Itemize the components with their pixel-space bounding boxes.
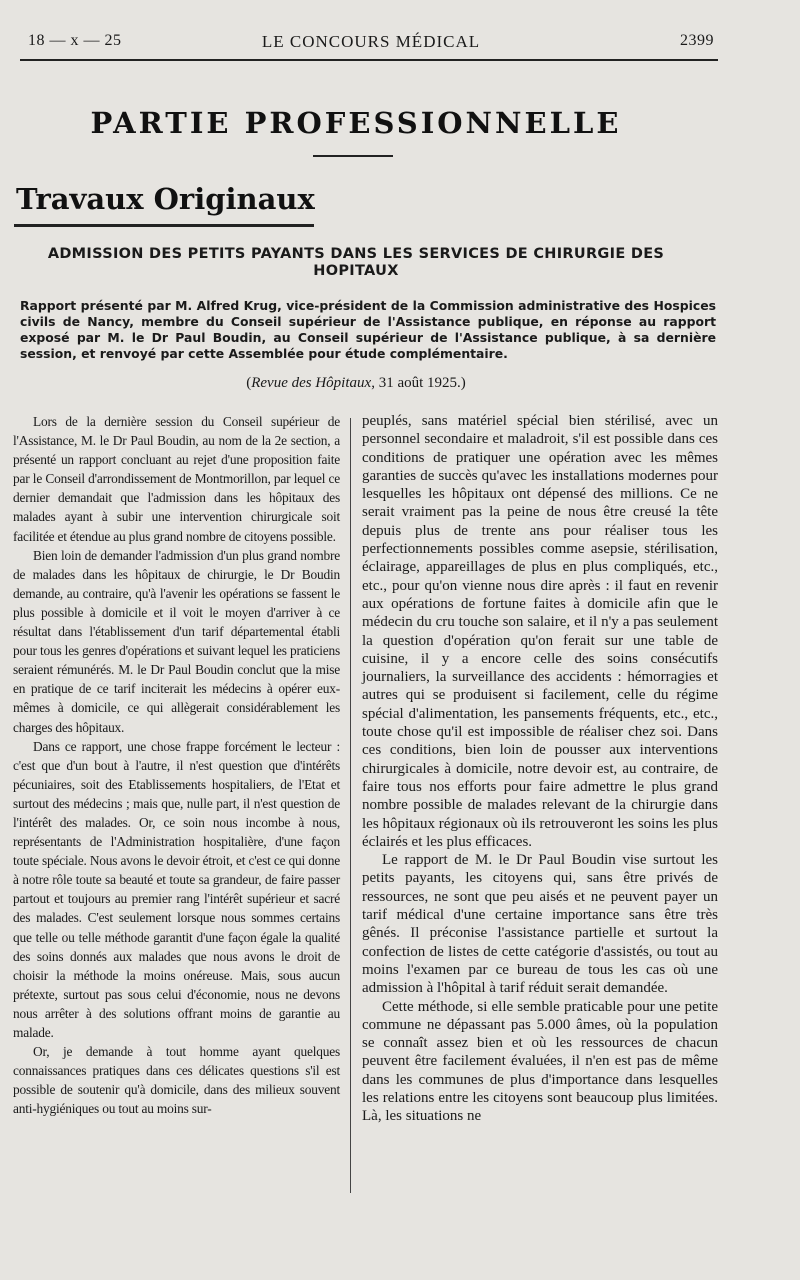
paragraph: Dans ce rapport, une chose frappe forcément le lecteur : c'est que d'un bout à l'autre, il n'est question que d'intérêts pécuniaires, soit des Etablissements hospitaliers, de l'Etat et surtout des médecins ; mais que, nulle part, il n'est question de l'intérêt des malades. Or, ce soin nous incombe à nous, représentants de l'Administration hospitalière, d'une façon toute spéciale. Nous avons le devoir étroit, et c'est ce qui donne à notre rôle toute sa beauté et toute sa grandeur, de faire passer partout et toujours au premier rang l'intérêt supérieur et sacré des malades. C'est seulement lorsque nous sommes certains que telle ou telle méthode garantit d'une façon égale la qualité des soins donnés aux malades que nous avons le droit de choisir la méthode la moins onéreuse. Mais, sous aucun prétexte, surtout pas sous celui d'économie, nous ne devons nous arrêter à des solutions offrant moins de garantie au malade. [13,738,340,1040]
source-open: ( [246,375,252,391]
rubric-rule [14,224,314,227]
page-number: 2399 [680,32,714,49]
issue-date: 18 — x — 25 [28,32,122,49]
section-title: PARTIE PROFESSIONNELLE [90,106,622,140]
paragraph: peuplés, sans matériel spécial bien stérilisé, avec un personnel secondaire et maladroit, s'il est possible dans ces conditions de pratiquer une opération avec les mêmes garanties de succès qu'avec les installations modernes pour lesquelles les hôpitaux ont dépensé des millions. Ce ne serait vraiment pas la peine de nous être creusé la tête depuis plus de trente ans pour réaliser tous les perfectionnements possibles comme asepsie, stérilisation, éclairage, appareillages de plus en plus compliqués, etc., etc., pour qu'on vienne nous dire après : il faut en revenir aux opérations de fortune faites à domicile afin que le médecin du cru touche son salaire, et il n'y a pas seulement la question d'opération qu'on ferait sur une table de cuisine, il y a encore celle des soins consécutifs journaliers, la surveillance des accidents : hémorragies et autres qui se produisent si facilement, celle du régime spécial d'alimentation, les pansements fréquents, etc., etc., toute chose qu'il est impossible de réaliser chez soi. Dans ces conditions, bien loin de pousser aux interventions chirurgicales à domicile, notre devoir est, au contraire, de faire tous nos efforts pour faire admettre le plus grand nombre possible de malades relevant de la chirurgie dans les hôpitaux régionaux où ils retrouveront les soins les plus éclairés et les plus efficaces. [362,413,718,850]
column-divider [350,418,351,1193]
paragraph: Or, je demande à tout homme ayant quelques connaissances pratiques dans ces délicates questions s'il est possible de soutenir qu'à domicile, dans des milieux souvent anti-hygiéniques ou tout au moins sur- [13,1044,340,1117]
article-title: ADMISSION DES PETITS PAYANTS DANS LES SERVICES DE CHIRURGIE DES HOPITAUX [47,246,665,279]
paragraph: Cette méthode, si elle semble praticable pour une petite commune ne dépassant pas 5.000 âmes, où la population se connaît assez bien et où les ressources de chacun peuvent être facilement évaluées, il n'en est pas de même dans les communes de plus d'importance dans lesquelles les relations entre les citoyens sont beaucoup plus limitées. Là, les situations ne [362,998,718,1125]
section-rule [313,155,393,157]
source-date: , 31 août 1925.) [371,375,466,391]
left-column [13,412,340,1118]
article-source [0,375,712,392]
running-head [28,30,714,54]
right-column [362,412,718,1126]
article-subtitle: Rapport présenté par M. Alfred Krug, vice-président de la Commission administrative des Hospices civils de Nancy, membre du Conseil supérieur de l'Assistance publique, en réponse au rapport exposé par M. le Dr Paul Boudin, au Conseil supérieur de l'Assistance publique, à sa dernière session, et renvoyé par cette Assemblée pour étude complémentaire. [20,298,716,361]
paragraph: Lors de la dernière session du Conseil supérieur de l'Assistance, M. le Dr Paul Boudin, au nom de la 2e section, a présenté un rapport concluant au rejet d'une proposition faite par le Conseil d'arrondissement de Montmorillon, par lequel ce dernier demandait que l'admission dans les hôpitaux des malades ayant à subir une intervention chirurgicale soit facilitée et étendue au plus grand nombre de citoyens possible. [13,414,340,544]
paragraph: Le rapport de M. le Dr Paul Boudin vise surtout les petits payants, les citoyens qui, sans être privés de ressources, ne sont que peu aisés et ne peuvent payer un tarif médical d'une certaine importance sans être très gênés. Il préconise l'assistance partielle et surtout la confection de listes de cette catégorie d'assistés, ou tout au moins l'examen par ce bureau de tous les cas où une admission à l'hôpital à tarif réduit serait demandée. [362,852,718,997]
rubric-title: Travaux Originaux [16,182,315,216]
header-rule [20,59,718,61]
paragraph: Bien loin de demander l'admission d'un plus grand nombre de malades dans les hôpitaux de chirurgie, le Dr Boudin demande, au contraire, qu'à l'avenir les opérations se fassent le plus possible à domicile et il voit le moyen d'arriver à ce résultat dans l'établissement d'un tarif départemental établi pour tous les genres d'opérations et suivant lequel les praticiens seraient rémunérés. M. le Dr Paul Boudin conclut que la mise en pratique de ce tarif inciterait les médecins à opérer eux-mêmes à domicile, ce qui allègerait considérablement les charges des hôpitaux. [13,547,340,735]
source-journal: Revue des Hôpitaux [251,375,372,391]
journal-name: LE CONCOURS MÉDICAL [261,32,481,51]
